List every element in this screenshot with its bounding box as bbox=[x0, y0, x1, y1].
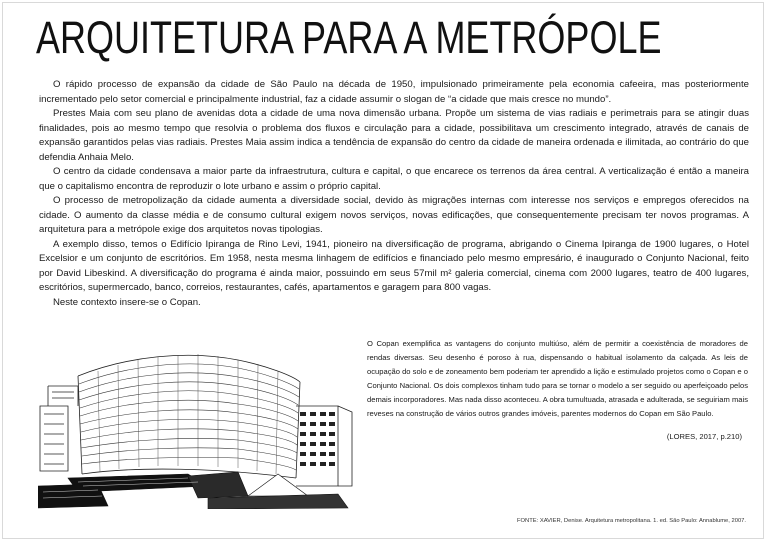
copan-building-drawing bbox=[38, 346, 354, 509]
quote-citation: (LORES, 2017, p.210) bbox=[666, 432, 742, 441]
quote-text: O Copan exemplifica as vantagens do conjunto multiúso, além de permitir a coexistência de moradores de rendas diversas. Seu desenho é poroso à rua, dispensando o habitual isolamento da calçada. As leis de ocupação do solo e de zoneamento bem poderiam ter aprendido a lição e estimulado projetos como o Copan e o Conjunto Nacional. Os dois complexos tinham tudo para se tornar o modelo a ser seguido ou aperfeiçoado pelos demais incorporadores. Mas nada disso aconteceu. A obra tumultuada, atrasada e adulterada, se seguiriam mais reveses na construção de vários outros grandes imóveis, parentes modernos do Copan em São Paulo. bbox=[367, 339, 748, 419]
body-text bbox=[39, 78, 749, 310]
paragraph-5: A exemplo disso, temos o Edifício Ipiranga de Rino Levi, 1941, pioneiro na diversificação de programa, abrigando o Cinema Ipiranga de 1900 lugares, o Hotel Excelsior e um conjunto de escritórios. Em 1958, nesta mesma linhagem de edifícios e financiado pelo mesmo empresário, é inaugurado o Conjunto Nacional, feito por David Libeskind. A diversificação do programa é ainda maior, possuindo em seus 57mil m² galeria comercial, cinema com 2000 lugares, teatro de 400 lugares, escritórios, supermercado, banco, correios, restaurantes, cafés, apartamentos e garagem para 800 vagas. bbox=[39, 238, 749, 293]
image-source: FONTE: XAVIER, Denise. Arquitetura metropolitana. 1. ed. São Paulo: Annablume, 2007. bbox=[517, 518, 746, 524]
paragraph-6: Neste contexto insere-se o Copan. bbox=[53, 296, 201, 308]
copan-quote bbox=[367, 337, 748, 422]
page-title: ARQUITETURA PARA A METRÓPOLE bbox=[36, 12, 662, 63]
paragraph-2: Prestes Maia com seu plano de avenidas dota a cidade de uma nova dimensão urbana. Propõe um sistema de vias radiais e perimetrais para se atingir duas finalidades, pois ao mesmo tempo que resolvia o problema dos fluxos e circulação para a cidade, possibilitava um crescimento integrado, através de canais de expansão garantidos pelas vias radiais. Prestes Maia assim indica a tendência de expansão do centro da cidade de maneira ordenada e ilimitada, ao contrário do que defendia Anhaia Melo. bbox=[39, 108, 749, 163]
paragraph-1: O rápido processo de expansão da cidade de São Paulo na década de 1950, impulsionado primeiramente pela economia cafeeira, mas posteriormente incrementado pelo setor comercial e principalmente industrial, faz a cidade assumir o slogan de “a cidade que mais cresce no mundo”. bbox=[39, 79, 749, 105]
paragraph-3: O centro da cidade condensava a maior parte da infraestrutura, cultura e capital, o que encarece os terrenos da área central. A verticalização é então a maneira que o capitalismo encontra de reproduzir o lote urbano e assim o próprio capital. bbox=[39, 166, 749, 192]
paragraph-4: O processo de metropolização da cidade aumenta a diversidade social, devido às migrações internas com interesse nos serviços e empregos oferecidos na cidade. O aumento da classe média e de consumo cultural exigem novos serviços, novas edificações, que consequentemente precisam ter novos programas. A arquitetura para a metrópole exige dos arquitetos novas tipologias. bbox=[39, 195, 749, 235]
copan-sketch bbox=[38, 346, 354, 509]
